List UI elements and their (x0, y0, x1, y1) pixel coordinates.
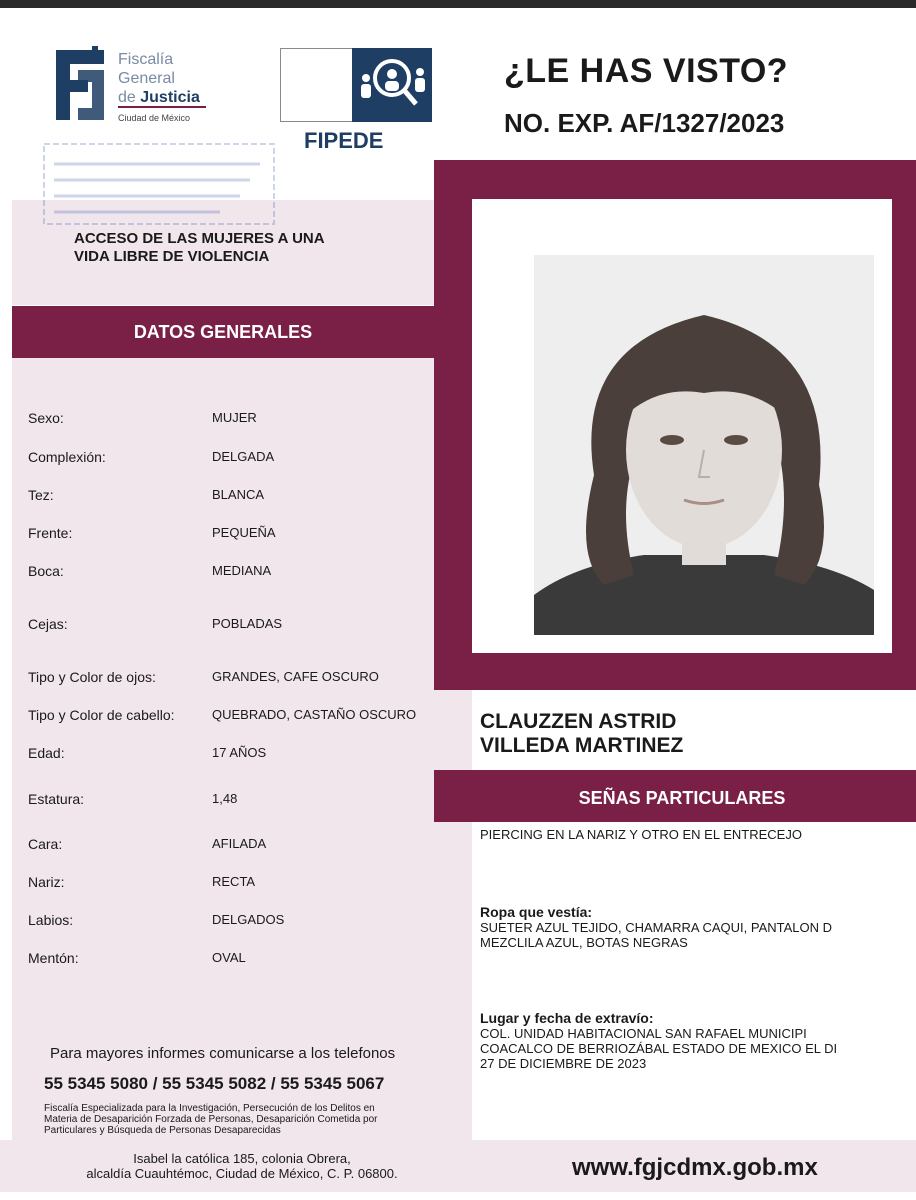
row-label-cabello: Tipo y Color de cabello: (28, 707, 175, 723)
seal-stamp-icon (40, 140, 300, 230)
logo-text (118, 50, 200, 107)
lugar-line2: COACALCO DE BERRIOZÁBAL ESTADO DE MEXICO EL DI (480, 1041, 838, 1056)
row-label-cejas: Cejas: (28, 616, 68, 632)
row-value-labios: DELGADOS (212, 912, 285, 927)
person-name-line2: VILLEDA MARTINEZ (480, 734, 684, 757)
row-label-edad: Edad: (28, 745, 65, 761)
seal-stamp (40, 140, 300, 230)
address-line1: Isabel la católica 185, colonia Obrera, (133, 1151, 351, 1166)
row-label-complexion: Complexión: (28, 449, 106, 465)
logo-city: Ciudad de México (118, 113, 191, 123)
program-text: ACCESO DE LAS MUJERES A UNA VIDA LIBRE DE VIOLENCIA (74, 230, 325, 265)
fipede-icon-block (352, 48, 432, 122)
row-value-cabello: QUEBRADO, CASTAÑO OSCURO (212, 707, 417, 722)
case-number: NO. EXP. AF/1327/2023 (504, 108, 785, 138)
person-name (480, 710, 683, 758)
row-value-tez: BLANCA (212, 487, 265, 502)
logo-underline (118, 106, 206, 108)
ropa-line2: MEZCLILA AZUL, BOTAS NEGRAS (480, 935, 688, 950)
fiscalia-line1: Fiscalía Especializada para la Investigación, Persecución de los Delitos en (44, 1103, 375, 1114)
senas-text: PIERCING EN LA NARIZ Y OTRO EN EL ENTRECEJO (480, 827, 802, 842)
lugar-text (480, 1026, 916, 1071)
row-value-menton: OVAL (212, 950, 246, 965)
row-value-sexo: MUJER (212, 410, 257, 425)
row-value-ojos: GRANDES, CAFE OSCURO (212, 669, 379, 684)
address-line2: alcaldía Cuauhtémoc, Ciudad de México, C. P. 06800. (86, 1166, 398, 1181)
address (52, 1151, 432, 1181)
ropa-label: Ropa que vestía: (480, 904, 593, 920)
logo-line2: General (118, 70, 175, 87)
row-value-boca: MEDIANA (212, 563, 272, 578)
row-label-labios: Labios: (28, 912, 74, 928)
magnifier-people-icon (352, 48, 432, 122)
poster-title: ¿LE HAS VISTO? (504, 52, 789, 90)
logo-line3: de Justicia (118, 89, 200, 106)
missing-person-photo (534, 255, 874, 635)
row-label-frente: Frente: (28, 525, 73, 541)
top-edge (0, 0, 916, 8)
row-label-nariz: Nariz: (28, 874, 65, 890)
lugar-label: Lugar y fecha de extravío: (480, 1010, 654, 1026)
row-label-boca: Boca: (28, 563, 64, 579)
row-value-edad: 17 AÑOS (212, 745, 267, 760)
fgj-logo (48, 44, 112, 126)
row-value-frente: PEQUEÑA (212, 525, 276, 540)
row-label-tez: Tez: (28, 487, 54, 503)
person-portrait-icon (534, 255, 874, 635)
row-label-cara: Cara: (28, 836, 63, 852)
lugar-line1: COL. UNIDAD HABITACIONAL SAN RAFAEL MUNICIPI (480, 1026, 807, 1041)
lugar-line3: 27 DE DICIEMBRE DE 2023 (480, 1056, 647, 1071)
website: www.fgjcdmx.gob.mx (572, 1154, 818, 1181)
row-label-sexo: Sexo: (28, 410, 64, 426)
datos-generales-title: DATOS GENERALES (133, 322, 313, 342)
senas-title: SEÑAS PARTICULARES (578, 788, 786, 808)
row-value-cejas: POBLADAS (212, 616, 283, 631)
fiscalia-text (44, 1103, 472, 1136)
logo-line1: Fiscalía (118, 51, 174, 68)
row-label-estatura: Estatura: (28, 791, 85, 807)
row-value-cara: AFILADA (212, 836, 267, 851)
fgj-emblem-icon (48, 44, 112, 126)
person-name-line1: CLAUZZEN ASTRID (480, 710, 677, 733)
fipede-label: FIPEDE (304, 128, 384, 153)
ropa-text (480, 920, 916, 950)
ropa-line1: SUETER AZUL TEJIDO, CHAMARRA CAQUI, PANTALON D (480, 920, 833, 935)
row-label-ojos: Tipo y Color de ojos: (28, 669, 156, 685)
fiscalia-line2: Materia de Desaparición Forzada de Personas, Desaparición Cometida por (44, 1114, 378, 1125)
row-value-complexion: DELGADA (212, 449, 275, 464)
fiscalia-line3: Particulares y Búsqueda de Personas Desaparecidas (44, 1125, 281, 1136)
row-value-nariz: RECTA (212, 874, 256, 889)
contact-intro: Para mayores informes comunicarse a los telefonos (50, 1045, 396, 1062)
row-value-estatura: 1,48 (212, 791, 238, 806)
row-label-menton: Mentón: (28, 950, 79, 966)
contact-phones: 55 5345 5080 / 55 5345 5082 / 55 5345 5067 (44, 1074, 385, 1093)
